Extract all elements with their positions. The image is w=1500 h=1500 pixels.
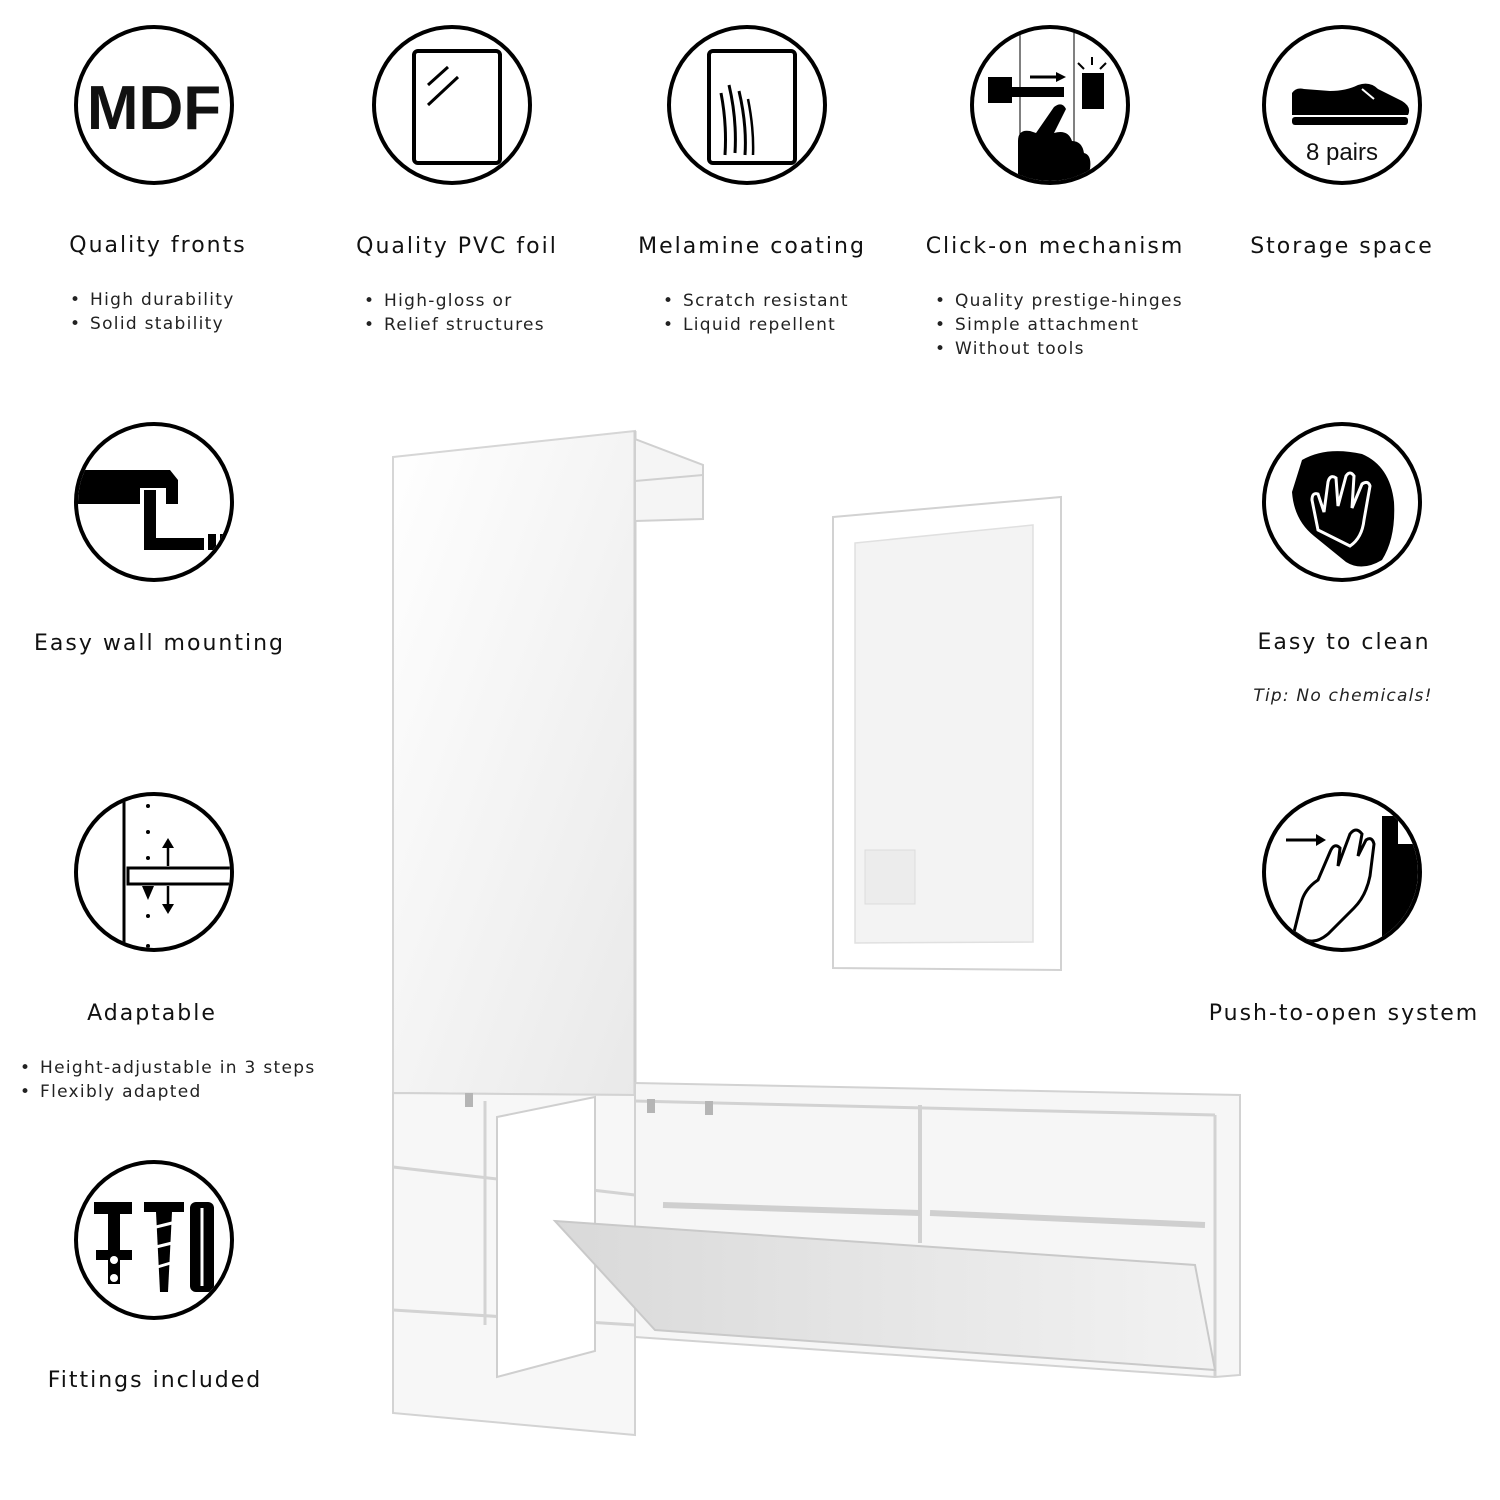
storage-pairs-label: 8 pairs — [1305, 139, 1379, 166]
quality-pvc-foil-bullets — [364, 289, 545, 337]
mdf-icon-label: MDF — [86, 74, 222, 143]
bullet-item: • Height-adjustable in 3 steps — [20, 1056, 316, 1080]
bullet-item: • Liquid repellent — [663, 313, 849, 337]
cleaning-tip: Tip: No chemicals! — [1253, 686, 1433, 706]
quality-fronts-bullets — [70, 288, 235, 336]
bullet-item: • High durability — [70, 288, 235, 312]
easy-to-clean-title: Easy to clean — [1257, 630, 1431, 655]
fittings-icon — [74, 1160, 234, 1320]
glossy-panel-icon — [372, 25, 532, 185]
hinge — [705, 1101, 713, 1115]
click-on-mechanism-title: Click-on mechanism — [925, 234, 1185, 259]
melamine-coating-title: Melamine coating — [638, 234, 866, 259]
bullet-item: • Relief structures — [364, 313, 545, 337]
hinge — [465, 1093, 473, 1107]
easy-wall-mounting-title: Easy wall mounting — [34, 631, 285, 656]
adjustable-shelf-icon — [74, 792, 234, 952]
shoe-icon — [1262, 25, 1422, 185]
bullet-item: • Simple attachment — [935, 313, 1183, 337]
storage-space-title: Storage space — [1250, 234, 1434, 259]
bullet-item: • Solid stability — [70, 312, 235, 336]
push-to-open-title: Push-to-open system — [1208, 1001, 1480, 1026]
hinge-click-icon — [970, 25, 1130, 185]
mdf-icon — [74, 25, 234, 185]
mirror-reflection — [865, 850, 915, 904]
bullet-item: • Scratch resistant — [663, 289, 849, 313]
hinge — [647, 1099, 655, 1113]
melamine-coating-bullets — [663, 289, 849, 337]
bullet-item: • Quality prestige-hinges — [935, 289, 1183, 313]
click-on-mechanism-bullets — [935, 289, 1183, 361]
push-open-icon — [1262, 792, 1422, 952]
bullet-item: • High-gloss or — [364, 289, 545, 313]
quality-fronts-title: Quality fronts — [69, 233, 247, 258]
quality-pvc-foil-title: Quality PVC foil — [356, 234, 558, 259]
tall-cabinet — [393, 431, 635, 1095]
bullet-item: • Flexibly adapted — [20, 1080, 316, 1104]
scratch-panel-icon — [667, 25, 827, 185]
fittings-included-title: Fittings included — [47, 1368, 263, 1393]
adaptable-title: Adaptable — [87, 1001, 217, 1026]
adaptable-bullets — [20, 1056, 316, 1104]
wall-mount-icon — [74, 422, 234, 582]
cleaning-hand-icon — [1262, 422, 1422, 582]
bullet-item: • Without tools — [935, 337, 1183, 361]
furniture-illustration — [385, 425, 1255, 1445]
